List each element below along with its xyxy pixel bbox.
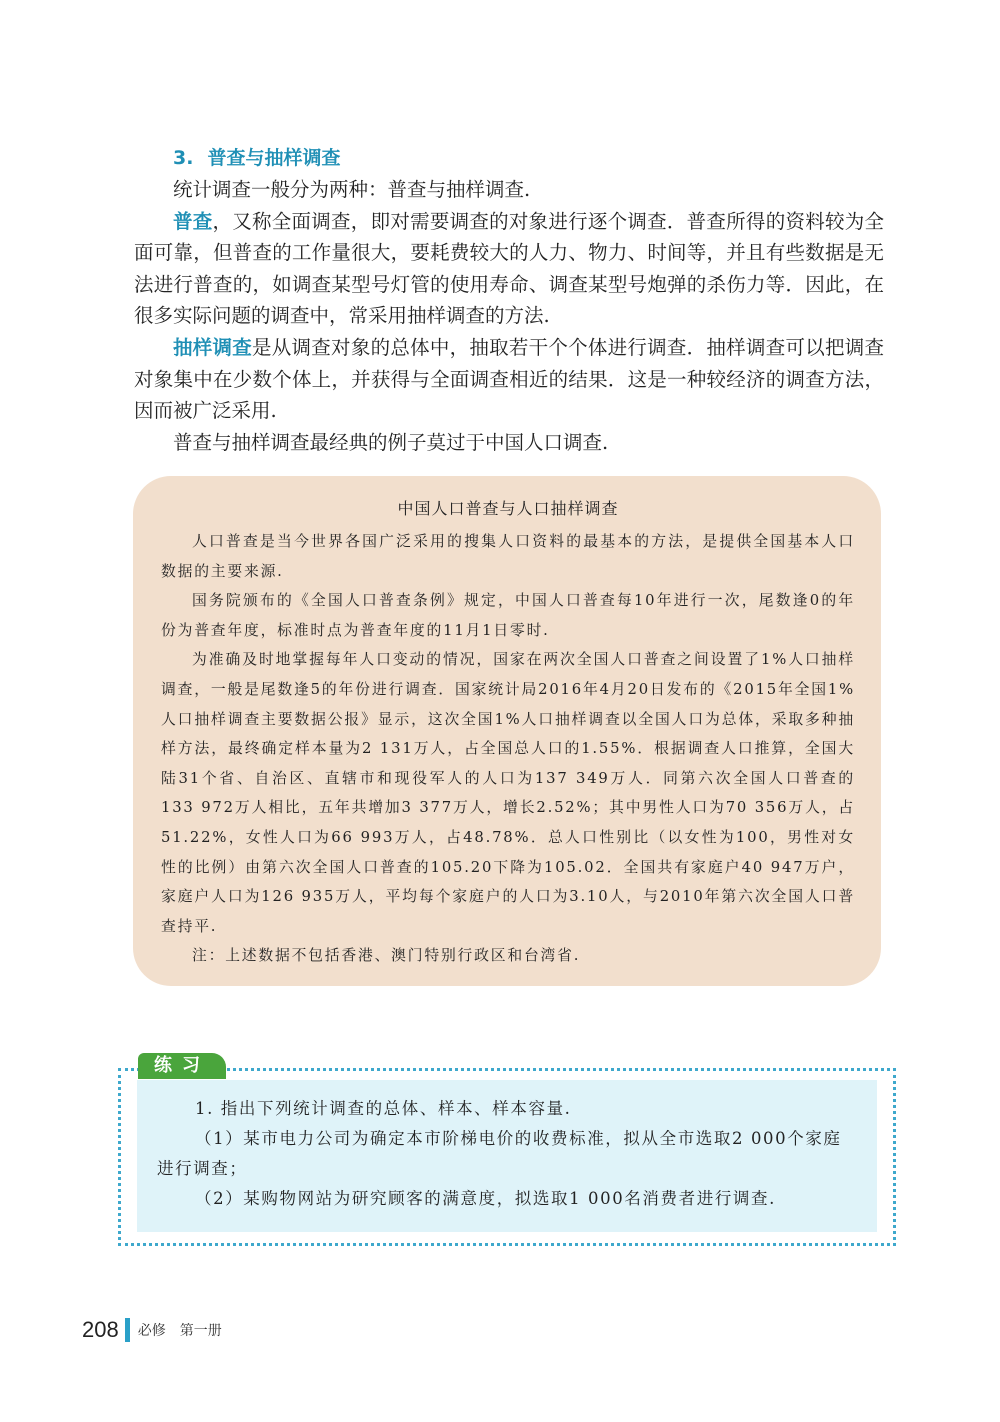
section-title: 普查与抽样调查 <box>207 147 341 169</box>
reading-box-title: 中国人口普查与人口抽样调查 <box>397 499 619 518</box>
footer-book: 必修 <box>137 1323 166 1339</box>
reading-box <box>133 476 881 986</box>
box-note: 注：上述数据不包括香港、澳门特别行政区和台湾省. <box>192 947 581 965</box>
main-text <box>134 174 884 458</box>
exercise-item: （1）某市电力公司为确定本市阶梯电价的收费标准，拟从全市选取2 000个家庭进行调查； <box>157 1129 842 1178</box>
page-footer <box>82 1317 236 1343</box>
exercise-content <box>137 1080 877 1232</box>
box-paragraph: 人口普查是当今世界各国广泛采用的搜集人口资料的最基本的方法，是提供全国基本人口数据的主要来源. <box>161 533 855 580</box>
section-number: 3. <box>173 147 194 169</box>
paragraph-example: 普查与抽样调查最经典的例子莫过于中国人口调查. <box>173 430 609 454</box>
footer-book-info <box>138 1320 236 1340</box>
census-definition: ，又称全面调查，即对需要调查的对象进行逐个调查．普查所得的资料较为全面可靠，但普查的工作量很大，要耗费较大的人力、物力、时间等，并且有些数据是无法进行普查的，如调查某型号灯管的使用寿命、调查某型号炮弹的杀伤力等．因此，在很多实际问题的调查中，常采用抽样调查的方法. <box>134 209 884 328</box>
reading-box-body <box>161 527 855 971</box>
paragraph-intro: 统计调查一般分为两种：普查与抽样调查. <box>173 178 531 201</box>
term-census: 普查 <box>173 209 213 233</box>
page-number: 208 <box>82 1317 119 1342</box>
paragraph-census <box>134 206 884 332</box>
paragraph-sampling <box>134 332 884 427</box>
section-heading <box>173 143 340 170</box>
exercise-tab: 练习 <box>138 1053 226 1079</box>
box-paragraph: 为准确及时地掌握每年人口变动的情况，国家在两次全国人口普查之间设置了1%人口抽样调查，一般是尾数逢5的年份进行调查．国家统计局2016年4月20日发布的《2015年全国1%人口抽样调查主要数据公报》显示，这次全国1%人口抽样调查以全国人口为总体，采取多种抽样方法，最终确定样本量为2 131万人，占全国总人口的1.55%．根据调查人口推算，全国大陆31个省、自治区、直辖市和现役军人的人口为137 349万人．同第六次全国人口普查的133 972万人相比，五年共增加3 377万人，增长2.52%；其中男性人口为70 356万人，占51.22%，女性人口为66 993万人，占48.78%．总人口性别比（以女性为100，男性对女性的比例）由第六次全国人口普查的105.20下降为105.02．全国共有家庭户40 947万户，家庭户人口为126 935万人，平均每个家庭户的人口为3.10人，与2010年第六次全国人口普查持平. <box>161 651 855 935</box>
term-sampling: 抽样调查 <box>173 335 253 359</box>
exercise-item: （2）某购物网站为研究顾客的满意度，拟选取1 000名消费者进行调查. <box>195 1189 776 1208</box>
exercise-question: 1. 指出下列统计调查的总体、样本、样本容量. <box>195 1099 572 1118</box>
footer-volume: 第一册 <box>179 1323 222 1339</box>
sampling-definition: 是从调查对象的总体中，抽取若干个个体进行调查．抽样调查可以把调查对象集中在少数个体上，并获得与全面调查相近的结果．这是一种较经济的调查方法，因而被广泛采用. <box>134 335 884 423</box>
box-paragraph: 国务院颁布的《全国人口普查条例》规定，中国人口普查每10年进行一次，尾数逢0的年份为普查年度，标准时点为普查年度的11月1日零时. <box>161 592 855 639</box>
footer-divider <box>125 1318 130 1342</box>
